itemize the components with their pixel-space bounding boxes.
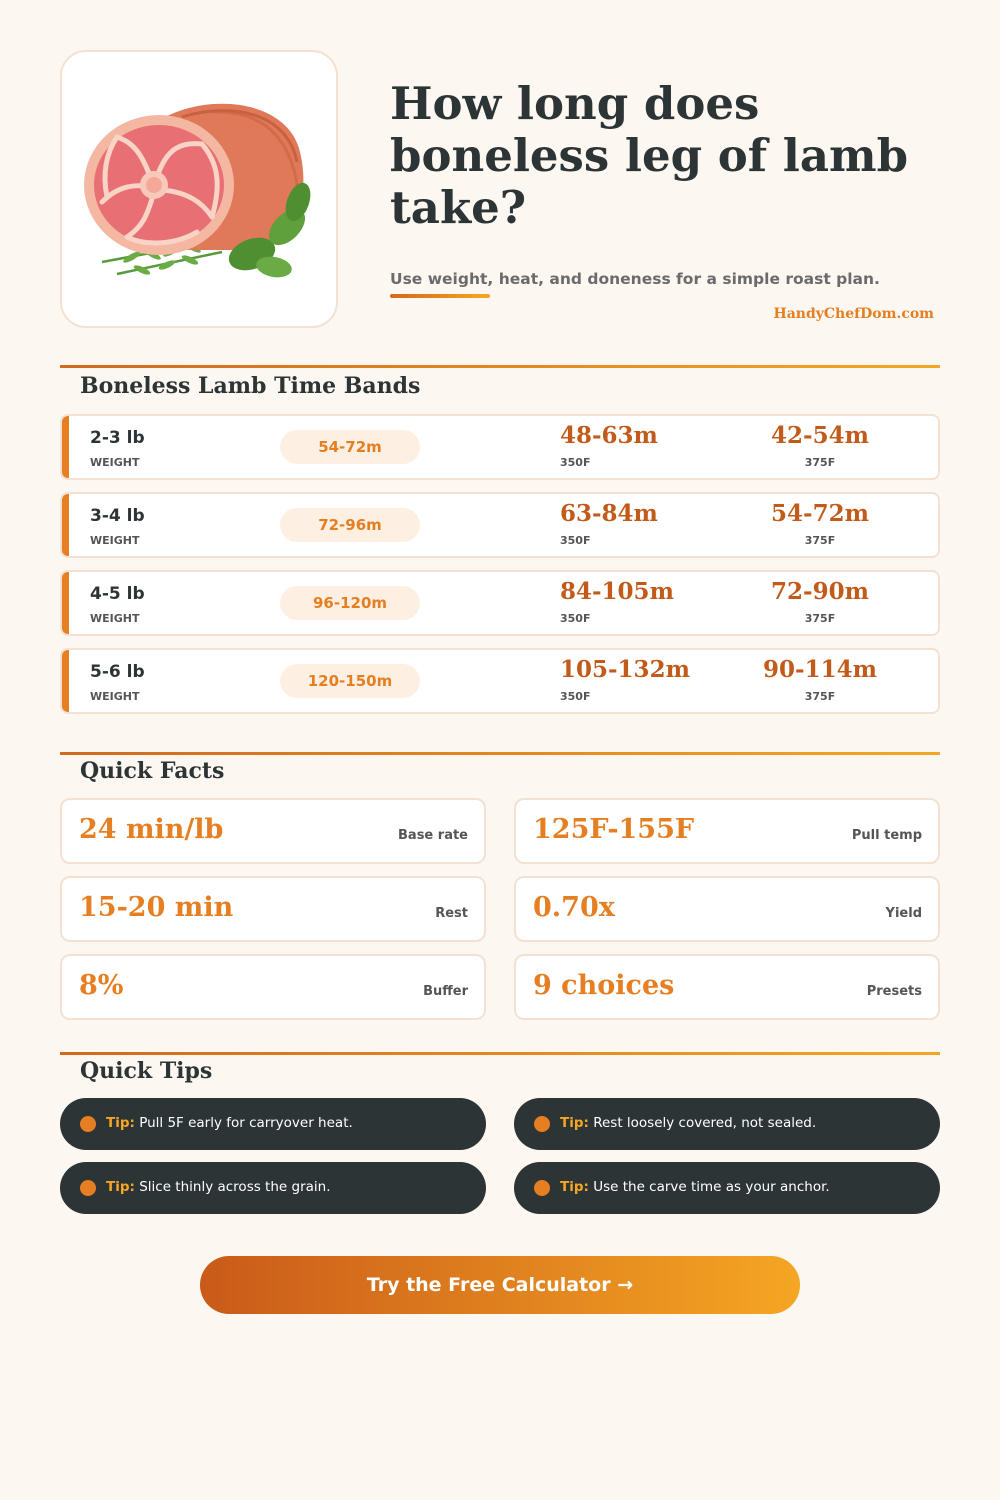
band-temp-350-label: 350F xyxy=(560,612,591,625)
page-title: How long does boneless leg of lamb take? xyxy=(390,77,909,234)
tip-text xyxy=(106,1115,353,1131)
section-divider xyxy=(60,752,940,755)
time-band-row xyxy=(60,648,940,714)
band-weight: 2-3 lb xyxy=(90,428,145,448)
band-weight: 3-4 lb xyxy=(90,506,145,526)
section-divider xyxy=(60,365,940,368)
brand-link[interactable]: HandyChefDom.com xyxy=(773,306,934,322)
fact-label: Yield xyxy=(885,906,922,921)
fact-card xyxy=(60,798,486,864)
tip-bullet-icon xyxy=(80,1116,96,1132)
band-weight-label: WEIGHT xyxy=(90,534,140,547)
tip-pill xyxy=(60,1098,486,1150)
section-title-time-bands: Boneless Lamb Time Bands xyxy=(80,373,421,399)
row-accent-bar xyxy=(62,494,69,556)
fact-card xyxy=(60,954,486,1020)
time-band-row xyxy=(60,414,940,480)
fact-label: Buffer xyxy=(423,984,468,999)
band-temp-375-label: 375F xyxy=(804,612,836,625)
fact-card xyxy=(60,876,486,942)
page-subtitle: Use weight, heat, and doneness for a simple roast plan. xyxy=(390,270,880,288)
band-weight-label: WEIGHT xyxy=(90,690,140,703)
hero-image-card xyxy=(60,50,338,328)
band-weight-label: WEIGHT xyxy=(90,456,140,469)
band-temp-350-label: 350F xyxy=(560,690,591,703)
band-time-350: 63-84m xyxy=(560,500,658,527)
tip-body: Slice thinly across the grain. xyxy=(139,1179,331,1195)
time-band-row xyxy=(60,492,940,558)
calculator-cta-button[interactable]: Try the Free Calculator → xyxy=(200,1256,800,1314)
tip-text xyxy=(560,1115,816,1131)
tip-pill xyxy=(514,1098,940,1150)
fact-value: 8% xyxy=(79,970,124,1001)
section-divider xyxy=(60,1052,940,1055)
band-temp-375-label: 375F xyxy=(804,456,836,469)
fact-value: 9 choices xyxy=(533,970,675,1001)
band-range-pill: 120-150m xyxy=(280,664,420,698)
section-title-quick-tips: Quick Tips xyxy=(80,1058,213,1084)
row-accent-bar xyxy=(62,416,69,478)
band-time-350: 84-105m xyxy=(560,578,674,605)
tip-body: Pull 5F early for carryover heat. xyxy=(139,1115,353,1131)
tip-body: Use the carve time as your anchor. xyxy=(593,1179,830,1195)
band-time-350: 105-132m xyxy=(560,656,690,683)
tip-prefix: Tip: xyxy=(560,1115,589,1131)
fact-value: 125F-155F xyxy=(533,814,695,845)
band-time-375: 54-72m xyxy=(771,500,869,527)
band-time-375: 90-114m xyxy=(763,656,877,683)
band-range-pill: 96-120m xyxy=(280,586,420,620)
band-temp-375-label: 375F xyxy=(804,534,836,547)
fact-value: 15-20 min xyxy=(79,892,234,923)
tip-body: Rest loosely covered, not sealed. xyxy=(593,1115,817,1131)
band-weight: 5-6 lb xyxy=(90,662,145,682)
band-weight: 4-5 lb xyxy=(90,584,145,604)
tip-pill xyxy=(60,1162,486,1214)
section-title-quick-facts: Quick Facts xyxy=(80,758,225,784)
band-range-pill: 72-96m xyxy=(280,508,420,542)
band-time-375: 42-54m xyxy=(771,422,869,449)
row-accent-bar xyxy=(62,650,69,712)
tip-prefix: Tip: xyxy=(106,1179,135,1195)
roast-lamb-icon xyxy=(62,52,340,330)
fact-card xyxy=(514,954,940,1020)
band-range-pill: 54-72m xyxy=(280,430,420,464)
fact-value: 24 min/lb xyxy=(79,814,224,845)
tip-prefix: Tip: xyxy=(106,1115,135,1131)
band-temp-350-label: 350F xyxy=(560,456,591,469)
tip-text xyxy=(560,1179,830,1195)
tip-pill xyxy=(514,1162,940,1214)
fact-value: 0.70x xyxy=(533,892,615,923)
tip-bullet-icon xyxy=(534,1180,550,1196)
band-temp-350-label: 350F xyxy=(560,534,591,547)
fact-card xyxy=(514,876,940,942)
fact-label: Presets xyxy=(866,984,922,999)
fact-card xyxy=(514,798,940,864)
fact-label: Rest xyxy=(435,906,468,921)
band-time-375: 72-90m xyxy=(771,578,869,605)
tip-bullet-icon xyxy=(534,1116,550,1132)
band-temp-375-label: 375F xyxy=(804,690,836,703)
fact-label: Pull temp xyxy=(851,828,922,843)
row-accent-bar xyxy=(62,572,69,634)
tip-bullet-icon xyxy=(80,1180,96,1196)
tip-prefix: Tip: xyxy=(560,1179,589,1195)
fact-label: Base rate xyxy=(398,828,468,843)
band-weight-label: WEIGHT xyxy=(90,612,140,625)
band-time-350: 48-63m xyxy=(560,422,658,449)
time-band-row xyxy=(60,570,940,636)
tip-text xyxy=(106,1179,330,1195)
subtitle-underline xyxy=(390,294,490,298)
